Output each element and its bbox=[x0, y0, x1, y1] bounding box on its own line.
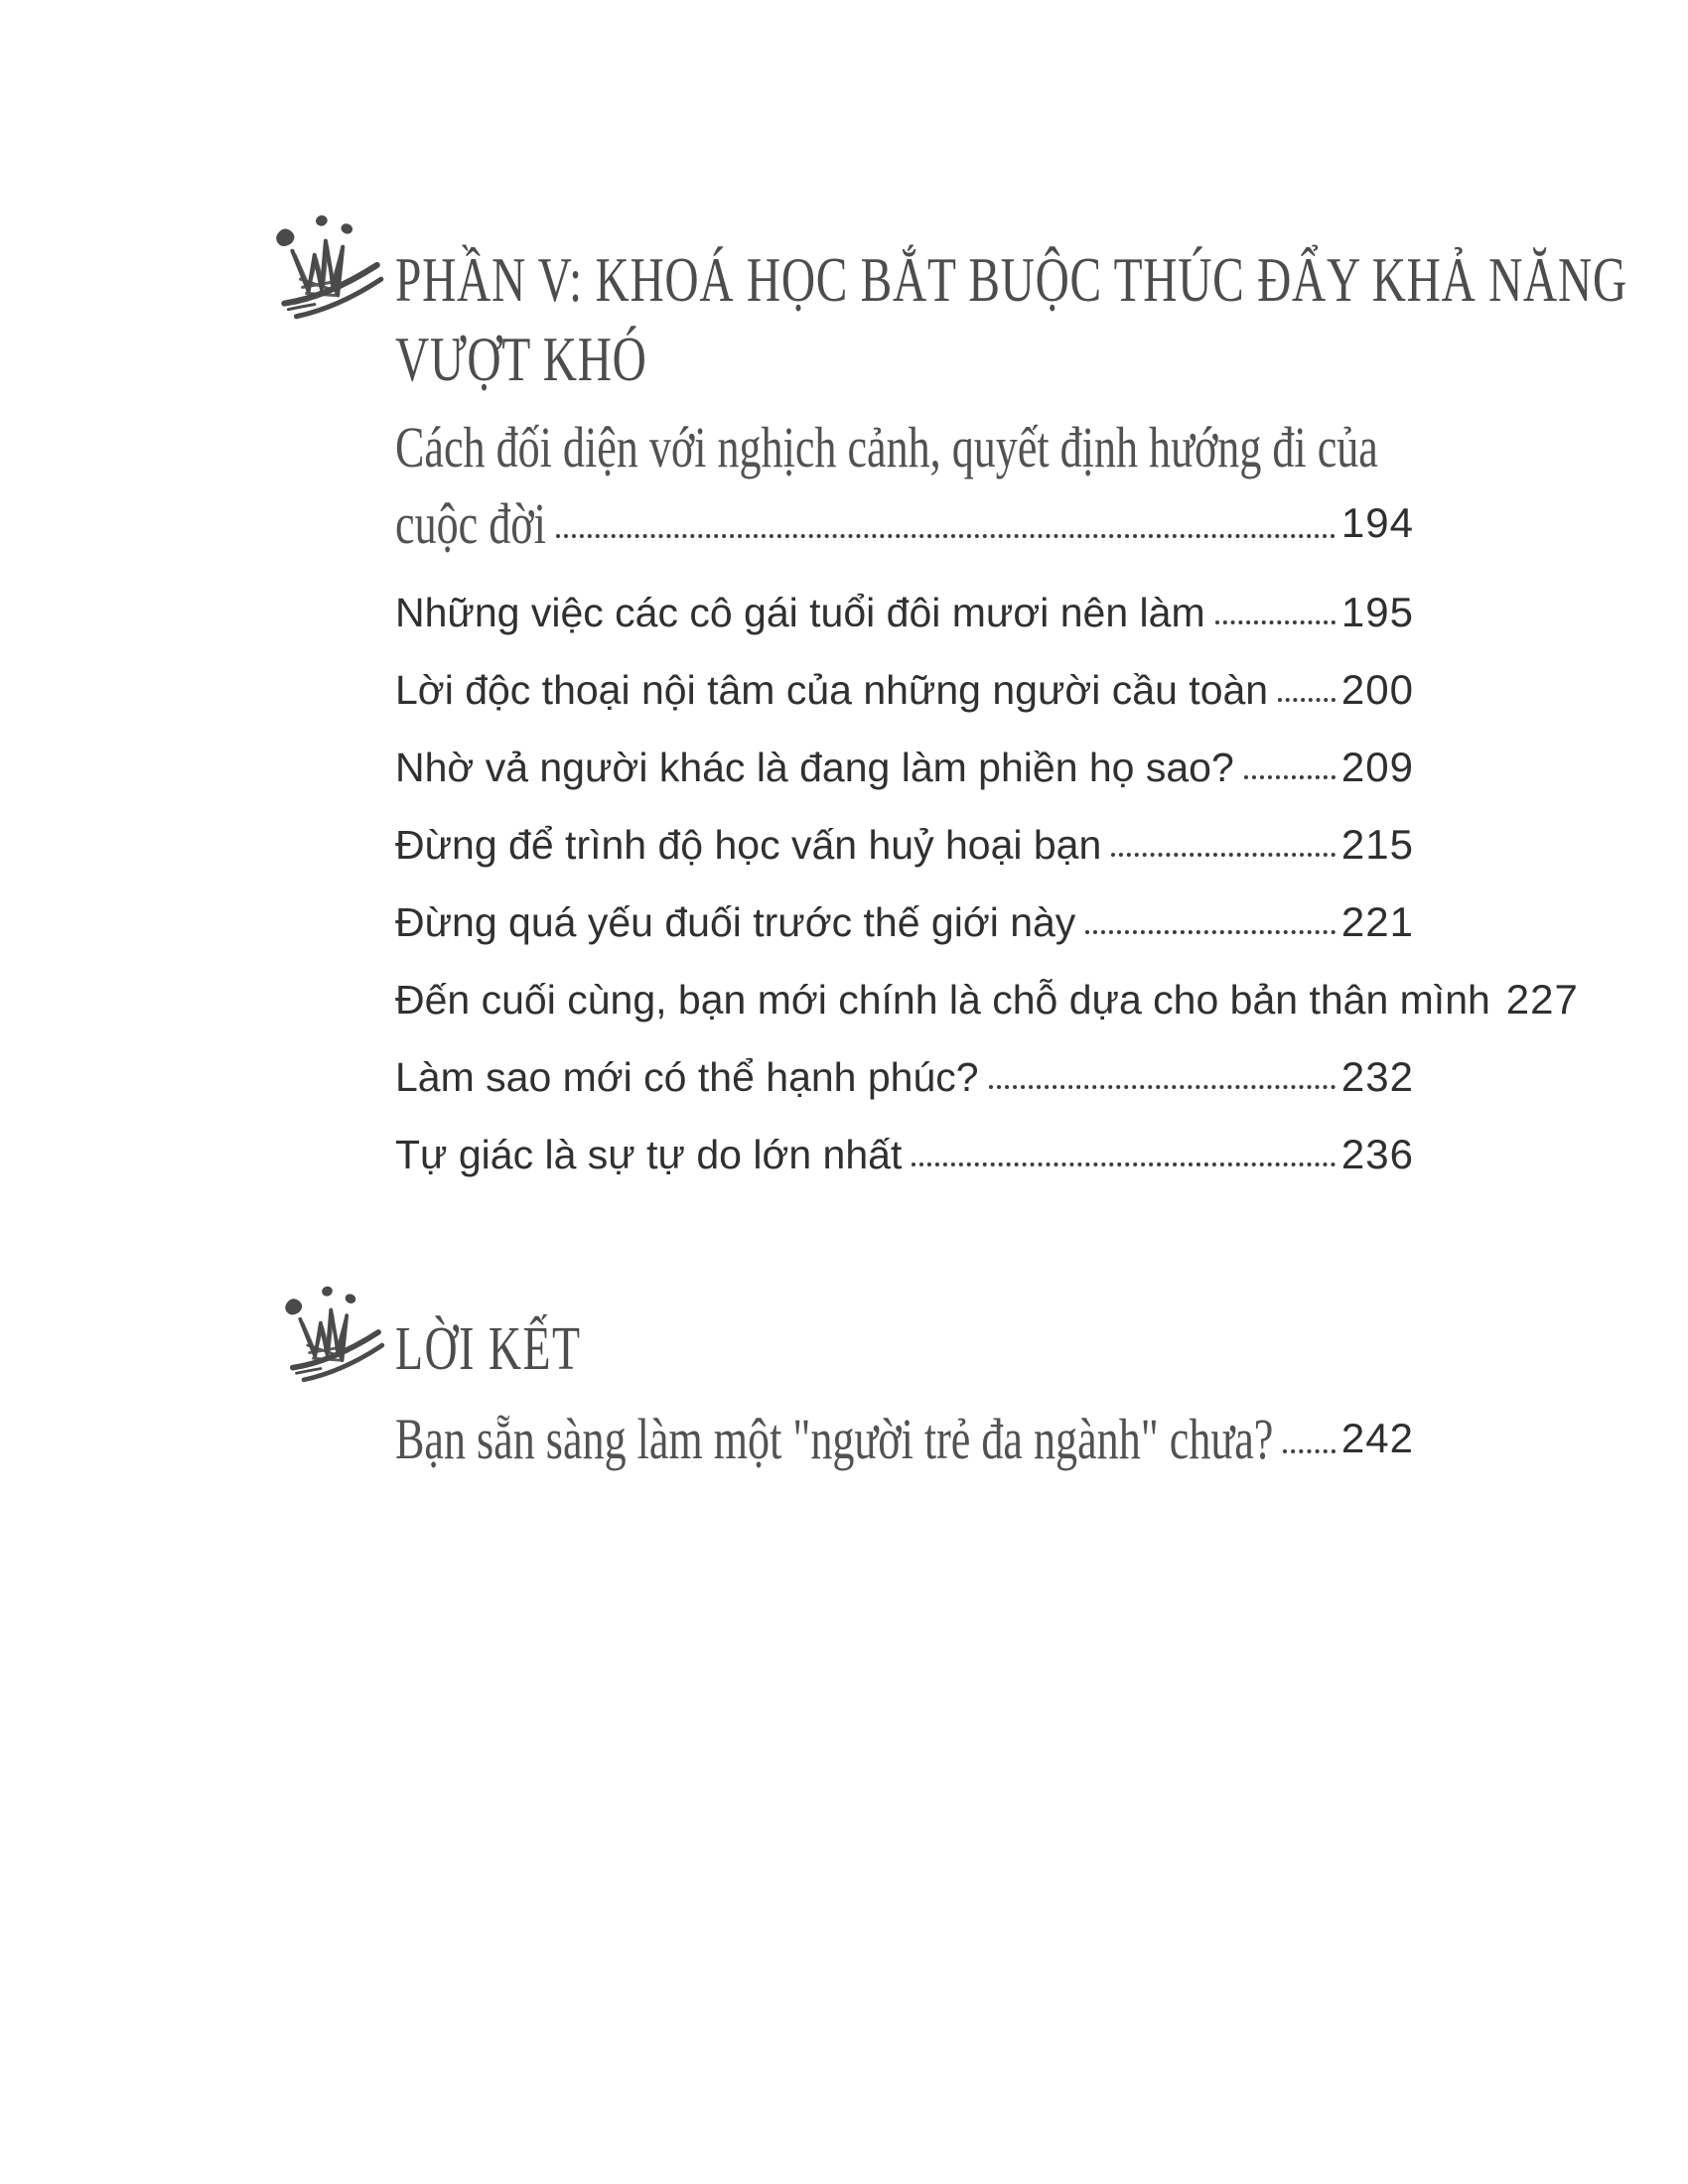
dot-leader bbox=[1278, 698, 1336, 702]
toc-entry bbox=[395, 961, 1579, 1038]
toc-entry bbox=[395, 1116, 1414, 1193]
toc-entry bbox=[395, 651, 1414, 729]
page-number: 195 bbox=[1340, 589, 1414, 635]
part-subtitle-toc-row bbox=[395, 486, 1414, 560]
page-number: 215 bbox=[1340, 821, 1414, 868]
entry-title: Đừng quá yếu đuối trước thế giới này bbox=[395, 898, 1076, 945]
dot-leader bbox=[989, 1085, 1336, 1089]
ending-subtitle-text: Bạn sẵn sàng làm một "người trẻ đa ngành" chưa? bbox=[395, 1406, 1274, 1471]
dot-leader bbox=[1111, 853, 1336, 857]
page-number: 227 bbox=[1505, 976, 1579, 1023]
entry-title: Lời độc thoại nội tâm của những người cầu toàn bbox=[395, 666, 1269, 713]
page-number: 221 bbox=[1340, 898, 1414, 945]
entry-title: Làm sao mới có thể hạnh phúc? bbox=[395, 1053, 979, 1100]
page-number: 200 bbox=[1340, 666, 1414, 713]
part-subtitle-tail: cuộc đời bbox=[395, 490, 546, 556]
toc-entry bbox=[395, 729, 1414, 806]
dot-leader bbox=[556, 534, 1336, 538]
page-number: 194 bbox=[1340, 499, 1414, 546]
entry-title: Đừng để trình độ học vấn huỷ hoại bạn bbox=[395, 821, 1102, 868]
toc-entry bbox=[395, 806, 1414, 884]
toc-entry bbox=[395, 1038, 1414, 1116]
ending-toc-row bbox=[395, 1400, 1414, 1477]
dot-leader bbox=[912, 1162, 1336, 1166]
page-number: 232 bbox=[1340, 1053, 1414, 1100]
dot-leader bbox=[1215, 620, 1336, 624]
entry-title: Nhờ vả người khác là đang làm phiền họ sao? bbox=[395, 744, 1234, 790]
toc-entry bbox=[395, 574, 1414, 651]
part-subtitle bbox=[395, 411, 1378, 484]
entry-title: Những việc các cô gái tuổi đôi mươi nên làm bbox=[395, 589, 1205, 635]
page-number: 209 bbox=[1340, 744, 1414, 790]
entry-title: Tự giác là sự tự do lớn nhất bbox=[395, 1131, 903, 1177]
page-number: 236 bbox=[1340, 1131, 1414, 1177]
part-title-line2: VƯỢT KHÓ bbox=[395, 324, 647, 394]
ending-title-text: LỜI KẾT bbox=[395, 1315, 582, 1383]
crown-icon bbox=[274, 1275, 395, 1390]
dot-leader bbox=[1244, 775, 1336, 779]
page-number: 242 bbox=[1340, 1415, 1414, 1461]
toc-entry bbox=[395, 884, 1414, 961]
part-title bbox=[395, 240, 1627, 399]
part-subtitle-text: Cách đối diện với nghịch cảnh, quyết định hướng đi của bbox=[395, 415, 1378, 479]
dot-leader bbox=[1283, 1449, 1336, 1453]
ending-title bbox=[395, 1315, 582, 1383]
entry-title: Đến cuối cùng, bạn mới chính là chỗ dựa cho bản thân mình bbox=[395, 976, 1490, 1023]
crown-icon bbox=[264, 203, 395, 328]
toc-list bbox=[395, 574, 1579, 1193]
part-title-line1: PHẦN V: KHOÁ HỌC BẮT BUỘC THÚC ĐẨY KHẢ NĂNG bbox=[395, 244, 1627, 315]
dot-leader bbox=[1085, 930, 1336, 934]
